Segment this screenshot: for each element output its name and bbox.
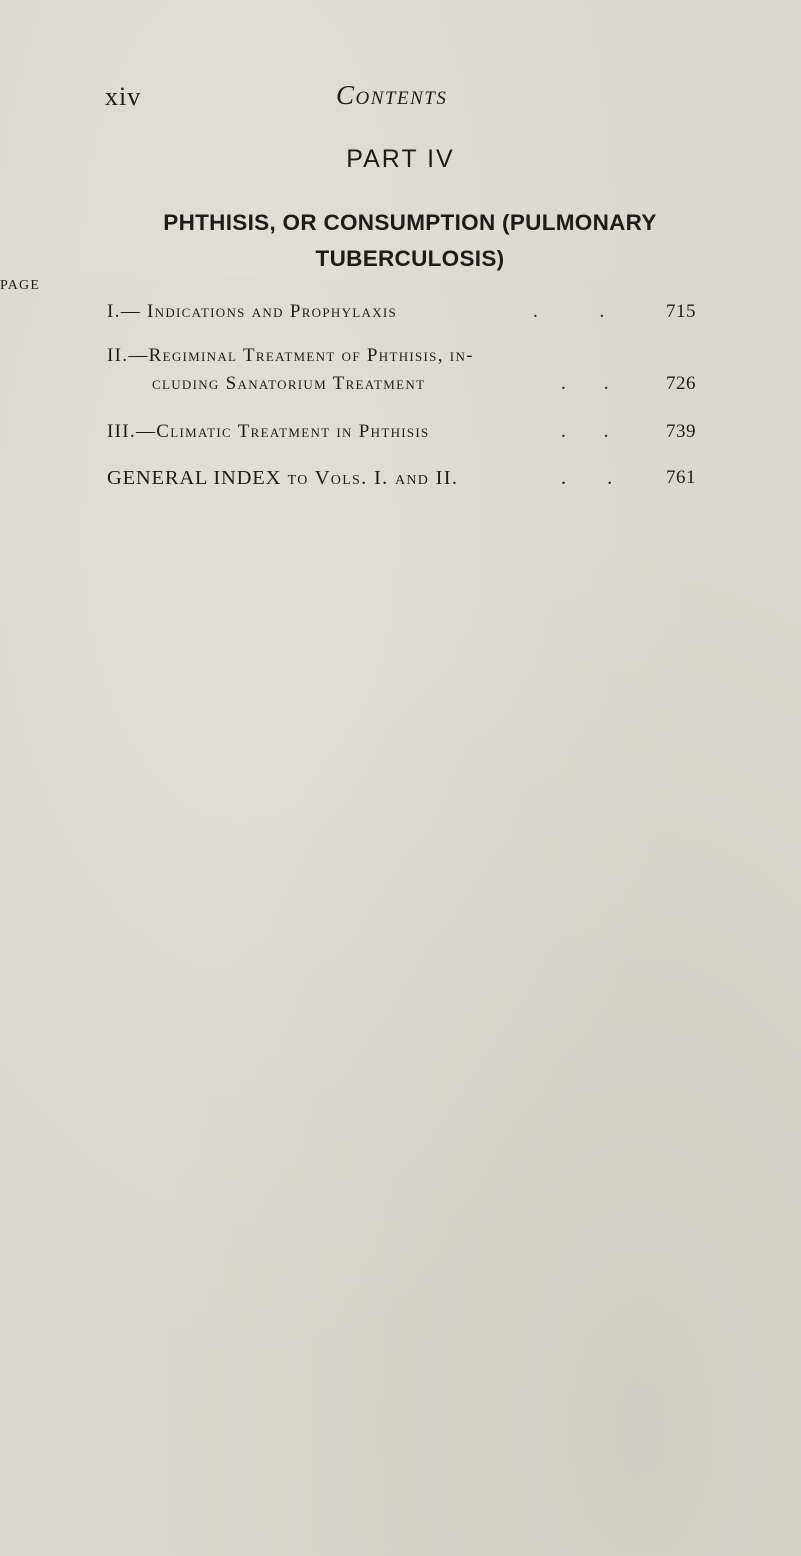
running-title: Contents [336,80,448,110]
leader-dots: . . [533,301,605,322]
leader-dots: . . [561,467,613,489]
general-index-page: 761 [666,467,696,488]
chapter-number: I. [107,301,121,322]
section-title [110,205,710,277]
general-index-entry[interactable] [107,467,696,490]
running-head [0,78,801,118]
chapter-title: —Regiminal Treatment of Phthisis, in- [128,345,474,366]
chapter-number: II. [107,345,129,366]
section-title-line-1: PHTHISIS, OR CONSUMPTION (PULMONARY [163,210,657,235]
chapter-page: 739 [666,421,696,442]
chapter-title: —Climatic Treatment in Phthisis [135,421,430,442]
toc-entry-2-continued[interactable] [107,373,696,395]
toc-entry-2[interactable] [107,345,696,367]
chapter-page: 726 [666,373,696,394]
general-index-rest: to Vols. I. and II. [287,467,459,489]
page-column-label: PAGE [0,278,801,1556]
general-index-label: GENERAL INDEX [107,467,282,489]
section-title-line-2: TUBERCULOSIS) [315,246,505,271]
part-heading: PART IV [346,145,455,173]
page-number: xiv [105,82,142,111]
chapter-title: — Indications and Prophylaxis [120,301,398,322]
toc-entry-1[interactable] [107,301,696,323]
toc-entry-3[interactable] [107,421,696,443]
chapter-title-continued: cluding Sanatorium Treatment [152,373,426,394]
leader-dots: . . [561,421,609,442]
chapter-number: III. [107,421,136,442]
leader-dots: . . [561,373,609,394]
chapter-page: 715 [666,301,696,322]
